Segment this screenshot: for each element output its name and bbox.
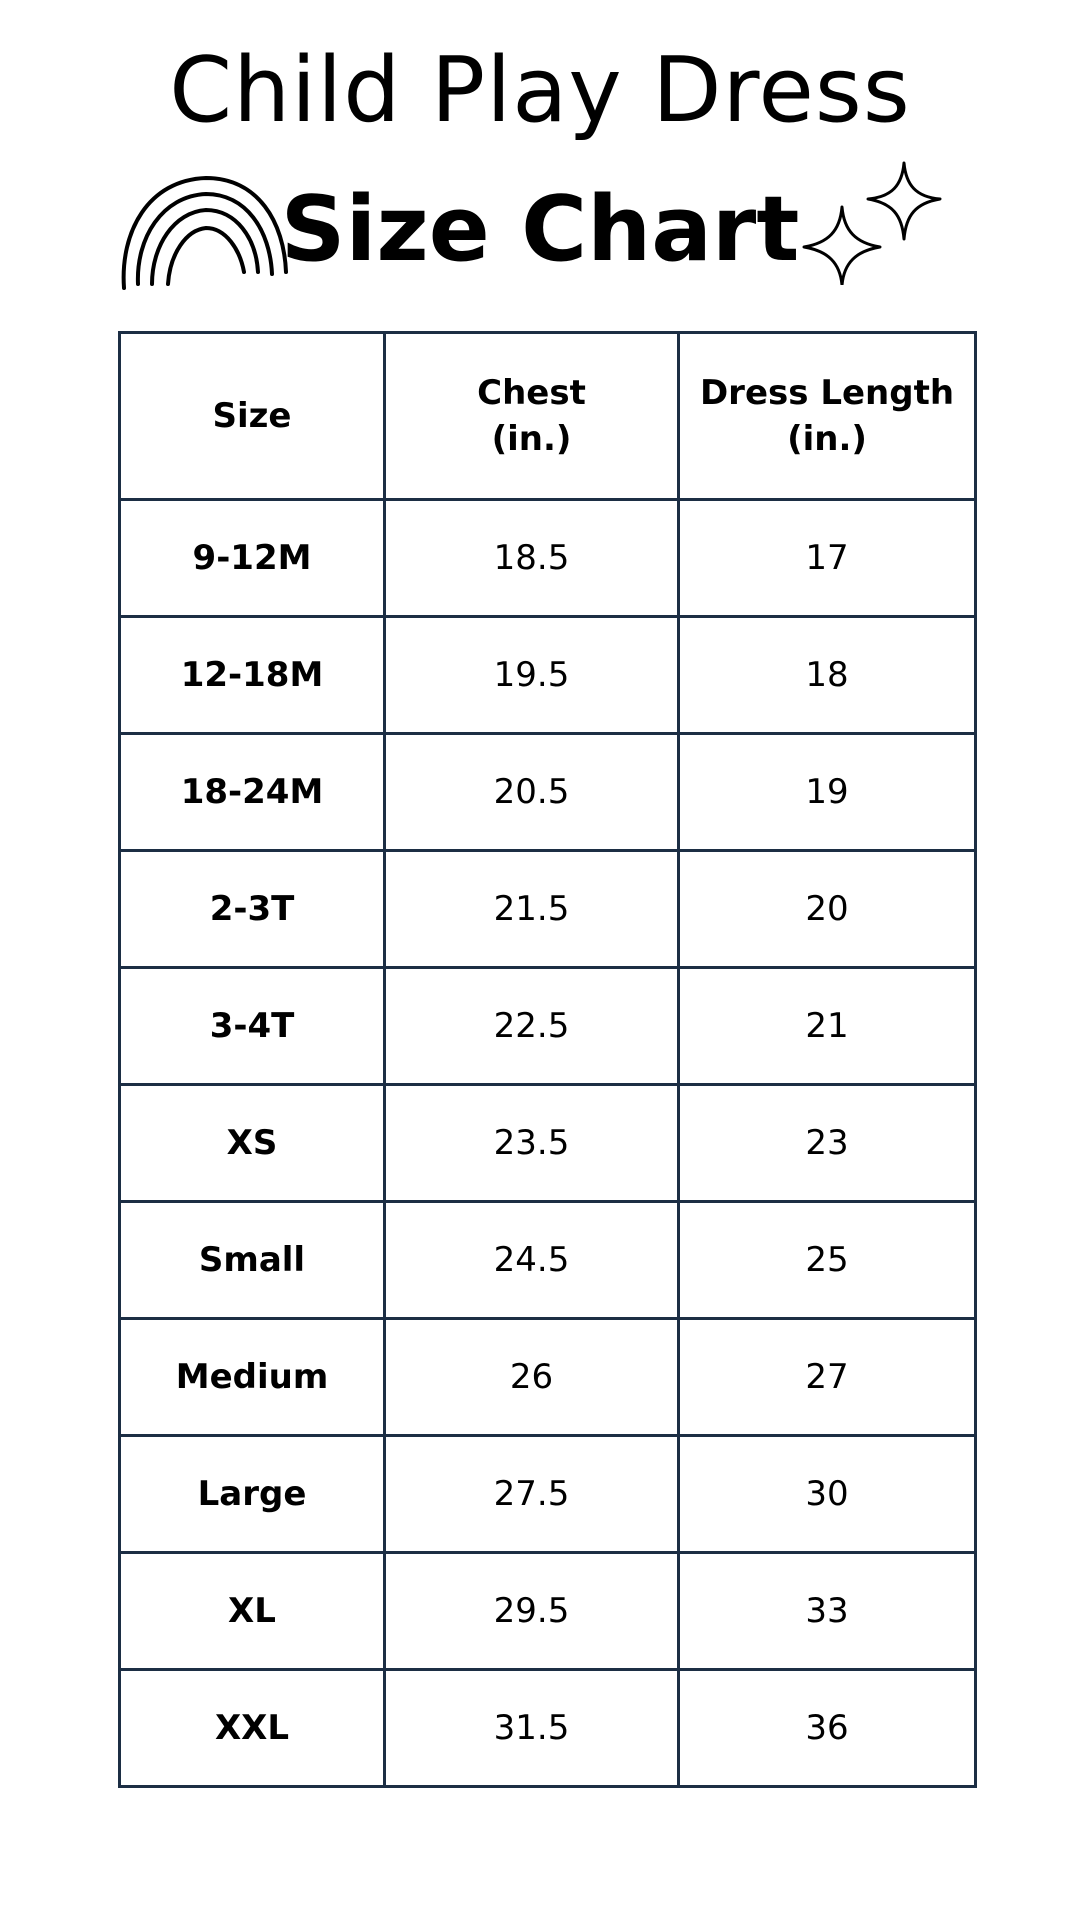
chest-cell: 24.5 [385,1202,679,1319]
length-cell: 21 [679,968,976,1085]
size-cell: 9-12M [120,500,385,617]
column-header-chest: Chest (in.) [385,333,679,500]
table-row [120,500,976,617]
table-row [120,1319,976,1436]
table-row [120,734,976,851]
table-row [120,1553,976,1670]
table-row [120,968,976,1085]
length-cell: 23 [679,1085,976,1202]
chest-cell: 31.5 [385,1670,679,1787]
length-cell: 18 [679,617,976,734]
size-cell: 3-4T [120,968,385,1085]
chest-cell: 20.5 [385,734,679,851]
table-row [120,851,976,968]
page-title: Child Play Dress [169,38,911,143]
length-cell: 33 [679,1553,976,1670]
length-cell: 36 [679,1670,976,1787]
length-cell: 20 [679,851,976,968]
size-cell: 2-3T [120,851,385,968]
length-cell: 30 [679,1436,976,1553]
chest-cell: 26 [385,1319,679,1436]
table-row [120,1202,976,1319]
column-header-size: Size [120,333,385,500]
chest-cell: 27.5 [385,1436,679,1553]
table-row [120,617,976,734]
table-header-row [120,333,976,500]
chest-cell: 18.5 [385,500,679,617]
chest-cell: 23.5 [385,1085,679,1202]
chest-cell: 19.5 [385,617,679,734]
length-cell: 19 [679,734,976,851]
table-row [120,1436,976,1553]
length-cell: 25 [679,1202,976,1319]
chest-cell: 29.5 [385,1553,679,1670]
size-cell: 12-18M [120,617,385,734]
size-cell: Small [120,1202,385,1319]
chest-cell: 21.5 [385,851,679,968]
table-row [120,1670,976,1787]
column-header-dress-length: Dress Length (in.) [679,333,976,500]
size-cell: XXL [120,1670,385,1787]
length-cell: 27 [679,1319,976,1436]
sparkles-icon [800,155,950,285]
table-row [120,1085,976,1202]
chest-cell: 22.5 [385,968,679,1085]
size-cell: XS [120,1085,385,1202]
size-cell: Medium [120,1319,385,1436]
page-subtitle: Size Chart [280,177,800,282]
size-cell: Large [120,1436,385,1553]
length-cell: 17 [679,500,976,617]
size-chart-table [118,331,977,1788]
size-cell: XL [120,1553,385,1670]
size-cell: 18-24M [120,734,385,851]
